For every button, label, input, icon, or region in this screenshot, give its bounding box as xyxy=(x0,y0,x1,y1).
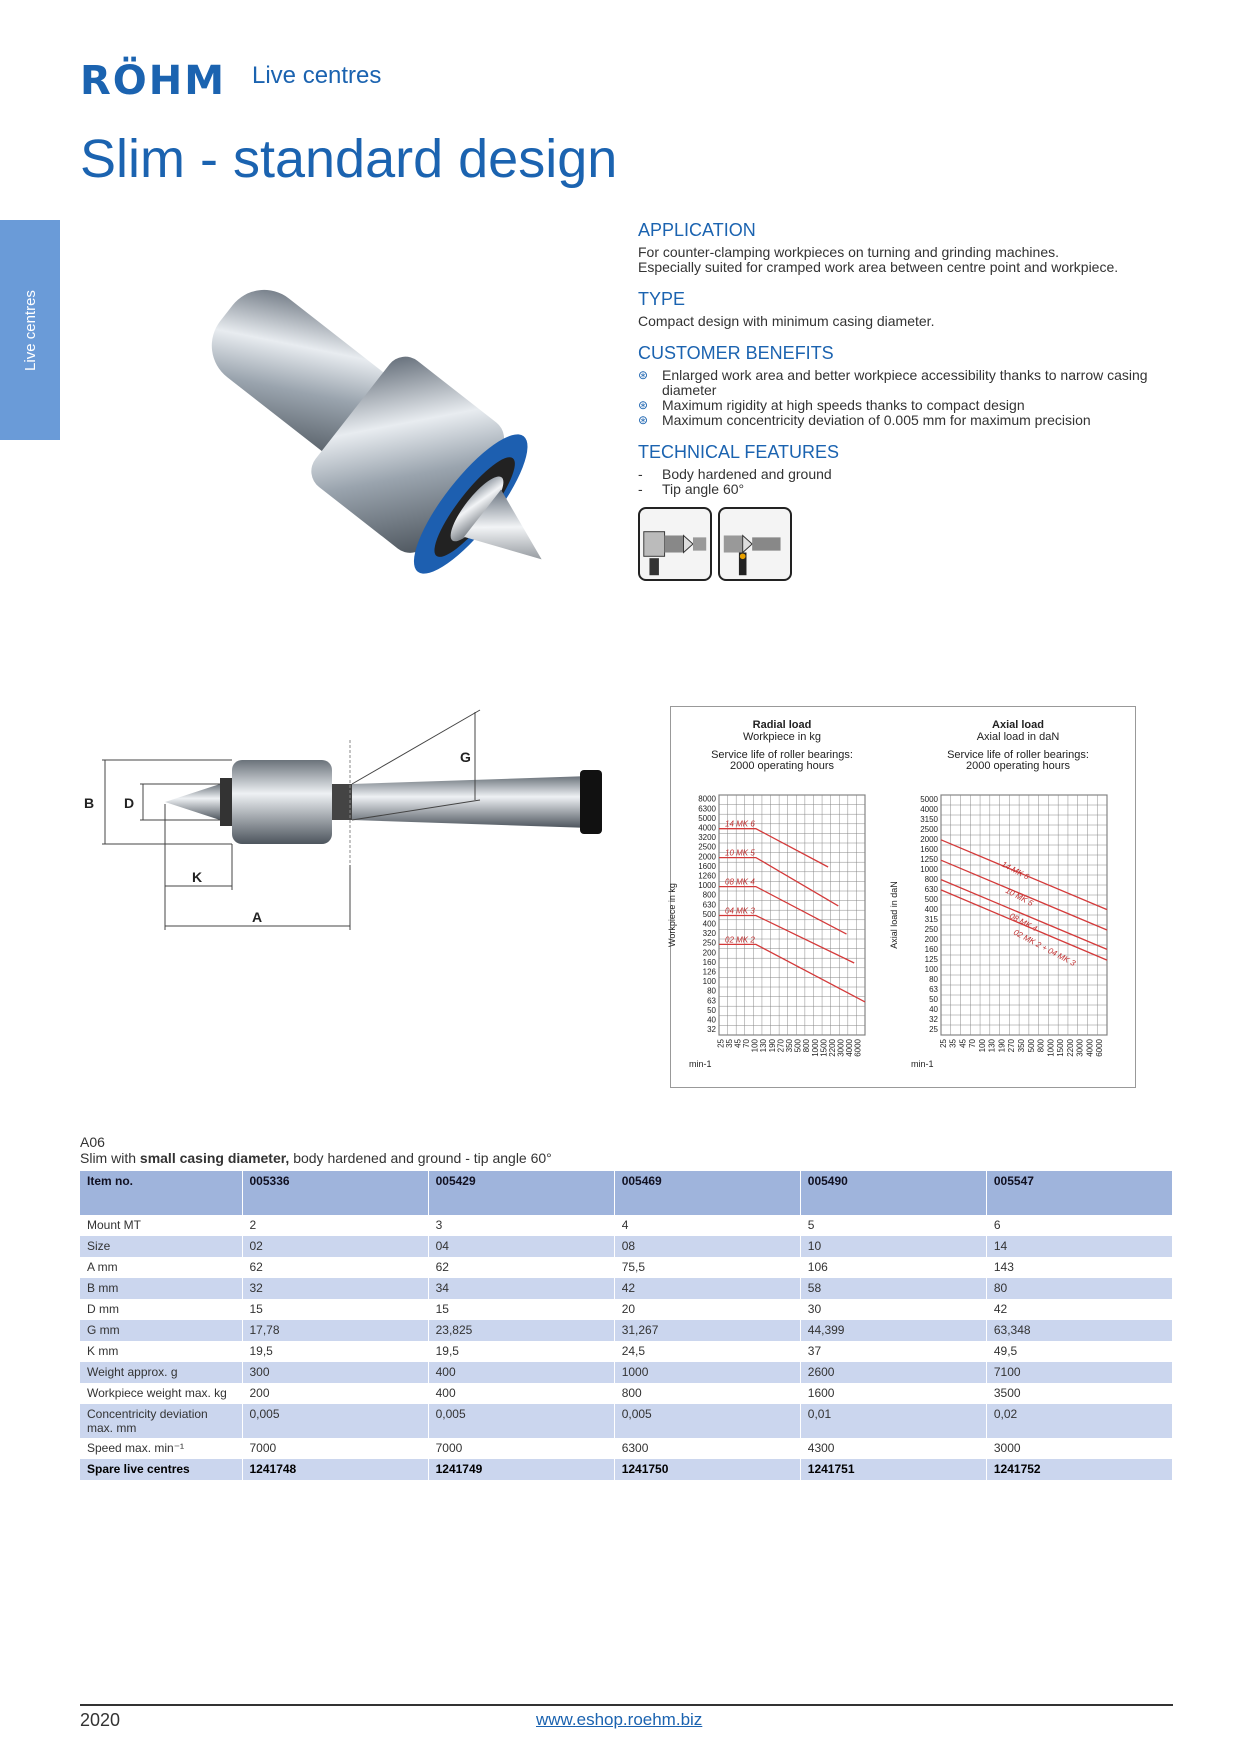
features-list xyxy=(638,467,1158,497)
x-tick-label: 130 xyxy=(987,1039,997,1053)
dimension-label-k: K xyxy=(192,869,203,885)
x-tick-label: 100 xyxy=(977,1039,987,1053)
table-cell: 143 xyxy=(986,1257,1172,1278)
y-tick-label: 32 xyxy=(707,1025,716,1035)
chart-subtitle: Axial load in daN xyxy=(976,731,1060,743)
table-cell: 1241750 xyxy=(614,1459,800,1480)
arrow-circle-icon: ⊛ xyxy=(638,398,649,412)
series-line xyxy=(719,944,865,1002)
x-tick-label: 350 xyxy=(785,1039,794,1053)
table-row xyxy=(80,1404,1173,1438)
table-cell: 0,01 xyxy=(800,1404,986,1438)
table-header-cell: 005429 xyxy=(428,1171,614,1215)
y-tick-label: 32 xyxy=(929,1015,938,1024)
x-axis-label: min-1 xyxy=(689,1059,712,1069)
x-tick-label: 800 xyxy=(1036,1039,1046,1053)
y-tick-label: 50 xyxy=(929,995,938,1004)
table-cell: 1000 xyxy=(614,1362,800,1383)
type-heading: TYPE xyxy=(638,289,686,309)
x-tick-label: 2200 xyxy=(1065,1039,1075,1057)
arrow-circle-icon: ⊛ xyxy=(638,368,649,382)
table-row xyxy=(80,1383,1173,1404)
spec-table xyxy=(80,1171,1173,1480)
table-cell: 7100 xyxy=(986,1362,1172,1383)
series-label: 14 MK 6 xyxy=(725,819,755,829)
x-tick-label: 25 xyxy=(938,1039,948,1048)
table-cell: 1241751 xyxy=(800,1459,986,1480)
table-cell: 1241752 xyxy=(986,1459,1172,1480)
table-cell: 15 xyxy=(242,1299,428,1320)
y-tick-label: 160 xyxy=(702,957,716,967)
table-cell: 62 xyxy=(428,1257,614,1278)
turning-application-icon xyxy=(638,507,712,581)
y-tick-label: 80 xyxy=(929,975,938,984)
section-name: Live centres xyxy=(252,62,382,89)
y-tick-label: 800 xyxy=(702,890,716,900)
x-tick-label: 3000 xyxy=(836,1039,846,1057)
x-tick-label: 4000 xyxy=(845,1039,855,1057)
table-caption: Slim with small casing diameter, body hardened and ground - tip angle 60° xyxy=(80,1150,552,1166)
row-label: D mm xyxy=(80,1299,242,1320)
table-cell: 10 xyxy=(800,1236,986,1257)
y-tick-label: 63 xyxy=(707,996,716,1006)
row-label: Speed max. min⁻¹ xyxy=(80,1438,242,1459)
table-cell: 6300 xyxy=(614,1438,800,1459)
dimension-label-d: D xyxy=(124,795,135,811)
table-code: A06 xyxy=(80,1134,105,1150)
x-tick-label: 25 xyxy=(716,1039,726,1048)
y-tick-label: 1260 xyxy=(698,871,716,881)
y-tick-label: 500 xyxy=(924,895,938,904)
y-tick-label: 3200 xyxy=(698,833,716,843)
table-row xyxy=(80,1236,1173,1257)
y-tick-label: 2500 xyxy=(920,825,938,834)
eshop-link[interactable]: www.eshop.roehm.biz xyxy=(536,1710,703,1729)
y-tick-label: 2500 xyxy=(698,842,716,852)
list-item: - Body hardened and ground xyxy=(638,466,832,482)
brand-logo: RÖHM xyxy=(80,58,227,104)
table-cell: 300 xyxy=(242,1362,428,1383)
y-tick-label: 200 xyxy=(702,948,716,958)
list-item: ⊛ Enlarged work area and better workpiece accessibility thanks to narrow casing diameter xyxy=(638,367,1148,398)
chart-title: Axial load xyxy=(992,719,1044,731)
footer-divider xyxy=(80,1704,1173,1706)
table-cell: 0,005 xyxy=(242,1404,428,1438)
x-tick-label: 100 xyxy=(750,1039,760,1053)
x-tick-label: 500 xyxy=(793,1039,803,1053)
x-tick-label: 190 xyxy=(997,1039,1007,1053)
y-tick-label: 500 xyxy=(702,909,716,919)
table-cell: 106 xyxy=(800,1257,986,1278)
y-tick-label: 8000 xyxy=(698,794,716,804)
table-cell: 23,825 xyxy=(428,1320,614,1341)
series-label: 02 MK 2 + 04 MK 3 xyxy=(1012,927,1077,968)
table-cell: 80 xyxy=(986,1278,1172,1299)
table-row xyxy=(80,1299,1173,1320)
dimension-label-a: A xyxy=(252,909,263,925)
table-cell: 04 xyxy=(428,1236,614,1257)
x-tick-label: 1000 xyxy=(1046,1039,1056,1057)
load-charts xyxy=(667,706,1136,1088)
table-header-cell: 005547 xyxy=(986,1171,1172,1215)
y-tick-label: 2000 xyxy=(698,852,716,862)
chart-note: 2000 operating hours xyxy=(966,760,1070,772)
dimension-label-b: B xyxy=(84,795,95,811)
table-cell: 400 xyxy=(428,1383,614,1404)
application-icons xyxy=(638,507,1158,581)
y-tick-label: 2000 xyxy=(920,835,938,844)
table-cell: 15 xyxy=(428,1299,614,1320)
side-tab[interactable] xyxy=(0,220,60,440)
table-cell: 400 xyxy=(428,1362,614,1383)
row-label: K mm xyxy=(80,1341,242,1362)
row-label: Mount MT xyxy=(80,1215,242,1236)
y-tick-label: 50 xyxy=(707,1005,716,1015)
table-cell: 75,5 xyxy=(614,1257,800,1278)
y-axis-label: Workpiece in kg xyxy=(667,883,677,947)
table-cell: 14 xyxy=(986,1236,1172,1257)
table-cell: 24,5 xyxy=(614,1341,800,1362)
x-tick-label: 6000 xyxy=(853,1039,863,1057)
table-cell: 1241749 xyxy=(428,1459,614,1480)
row-label: Concentricity deviation max. mm xyxy=(80,1404,242,1438)
table-cell: 200 xyxy=(242,1383,428,1404)
row-label: B mm xyxy=(80,1278,242,1299)
table-cell: 3000 xyxy=(986,1438,1172,1459)
table-cell: 7000 xyxy=(428,1438,614,1459)
table-row xyxy=(80,1438,1173,1459)
y-tick-label: 800 xyxy=(924,875,938,884)
table-cell: 44,399 xyxy=(800,1320,986,1341)
table-cell: 42 xyxy=(986,1299,1172,1320)
y-tick-label: 320 xyxy=(702,929,716,939)
x-tick-label: 800 xyxy=(802,1039,812,1053)
y-tick-label: 1600 xyxy=(920,845,938,854)
page-title: Slim - standard design xyxy=(80,129,618,189)
table-cell: 6 xyxy=(986,1215,1172,1236)
series-label: 04 MK 3 xyxy=(725,906,755,916)
application-line-1: For counter-clamping workpieces on turning and grinding machines. xyxy=(638,244,1059,260)
chart-subtitle: Workpiece in kg xyxy=(742,731,822,743)
series-label: 08 MK 4 xyxy=(725,877,755,887)
product-photo xyxy=(110,228,630,648)
table-cell: 30 xyxy=(800,1299,986,1320)
x-tick-label: 3000 xyxy=(1075,1039,1085,1057)
type-text: Compact design with minimum casing diameter. xyxy=(638,313,935,329)
table-cell: 32 xyxy=(242,1278,428,1299)
x-tick-label: 1500 xyxy=(1056,1039,1066,1057)
table-cell: 31,267 xyxy=(614,1320,800,1341)
y-tick-label: 5000 xyxy=(920,795,938,804)
table-cell: 1241748 xyxy=(242,1459,428,1480)
y-tick-label: 250 xyxy=(924,925,938,934)
table-cell: 800 xyxy=(614,1383,800,1404)
y-tick-label: 126 xyxy=(702,967,716,977)
table-cell: 1600 xyxy=(800,1383,986,1404)
table-cell: 3 xyxy=(428,1215,614,1236)
table-cell: 63,348 xyxy=(986,1320,1172,1341)
x-tick-label: 1000 xyxy=(810,1039,820,1057)
x-tick-label: 70 xyxy=(742,1039,752,1048)
x-axis-label: min-1 xyxy=(911,1059,934,1069)
x-tick-label: 4000 xyxy=(1085,1039,1095,1057)
table-row xyxy=(80,1278,1173,1299)
x-tick-label: 2200 xyxy=(827,1039,837,1057)
chart-note: Service life of roller bearings: xyxy=(947,749,1089,761)
y-tick-label: 1000 xyxy=(698,881,716,891)
table-cell: 02 xyxy=(242,1236,428,1257)
x-tick-label: 1500 xyxy=(819,1039,829,1057)
x-tick-label: 190 xyxy=(767,1039,777,1053)
y-tick-label: 1600 xyxy=(698,861,716,871)
table-cell: 37 xyxy=(800,1341,986,1362)
x-tick-label: 45 xyxy=(958,1039,968,1048)
table-cell: 3500 xyxy=(986,1383,1172,1404)
row-label: Size xyxy=(80,1236,242,1257)
y-tick-label: 315 xyxy=(924,915,938,924)
table-header-cell: 005469 xyxy=(614,1171,800,1215)
y-tick-label: 63 xyxy=(929,985,938,994)
dimension-label-g: G xyxy=(460,749,471,765)
table-cell: 49,5 xyxy=(986,1341,1172,1362)
table-cell: 4300 xyxy=(800,1438,986,1459)
table-cell: 42 xyxy=(614,1278,800,1299)
x-tick-label: 70 xyxy=(968,1039,978,1048)
y-tick-label: 1000 xyxy=(920,865,938,874)
benefits-heading: CUSTOMER BENEFITS xyxy=(638,343,834,363)
arrow-circle-icon: ⊛ xyxy=(638,413,649,427)
table-cell: 19,5 xyxy=(242,1341,428,1362)
x-tick-label: 270 xyxy=(1007,1039,1017,1053)
x-tick-label: 130 xyxy=(759,1039,769,1053)
table-row-spare xyxy=(80,1459,1173,1480)
y-tick-label: 100 xyxy=(702,977,716,987)
grinding-application-icon xyxy=(718,507,792,581)
table-cell: 17,78 xyxy=(242,1320,428,1341)
table-row xyxy=(80,1215,1173,1236)
y-tick-label: 630 xyxy=(702,900,716,910)
x-tick-label: 270 xyxy=(776,1039,786,1053)
chart-note: Service life of roller bearings: xyxy=(711,749,853,761)
y-tick-label: 40 xyxy=(929,1005,938,1014)
y-tick-label: 200 xyxy=(924,935,938,944)
y-tick-label: 100 xyxy=(924,965,938,974)
row-label: Workpiece weight max. kg xyxy=(80,1383,242,1404)
chart-note: 2000 operating hours xyxy=(730,760,834,772)
y-tick-label: 3150 xyxy=(920,815,938,824)
table-cell: 08 xyxy=(614,1236,800,1257)
y-tick-label: 4000 xyxy=(920,805,938,814)
table-cell: 62 xyxy=(242,1257,428,1278)
x-tick-label: 350 xyxy=(1017,1039,1026,1053)
x-tick-label: 45 xyxy=(733,1039,743,1048)
side-tab-label: Live centres xyxy=(21,289,39,371)
y-tick-label: 630 xyxy=(924,885,938,894)
row-label: Weight approx. g xyxy=(80,1362,242,1383)
list-item: - Tip angle 60° xyxy=(638,481,745,497)
row-label: G mm xyxy=(80,1320,242,1341)
series-label: 10 MK 5 xyxy=(1004,885,1035,908)
y-tick-label: 1250 xyxy=(920,855,938,864)
y-tick-label: 40 xyxy=(707,1015,716,1025)
features-heading: TECHNICAL FEATURES xyxy=(638,442,840,462)
x-tick-label: 35 xyxy=(948,1039,958,1048)
table-cell: 0,005 xyxy=(428,1404,614,1438)
table-row xyxy=(80,1257,1173,1278)
dimension-drawing xyxy=(80,700,620,950)
table-cell: 0,02 xyxy=(986,1404,1172,1438)
y-tick-label: 400 xyxy=(702,919,716,929)
y-tick-label: 400 xyxy=(924,905,938,914)
table-header-cell: 005336 xyxy=(242,1171,428,1215)
table-header-cell: 005490 xyxy=(800,1171,986,1215)
list-item: ⊛ Maximum rigidity at high speeds thanks to compact design xyxy=(638,397,1025,413)
table-cell: 0,005 xyxy=(614,1404,800,1438)
y-tick-label: 25 xyxy=(929,1025,938,1034)
x-tick-label: 6000 xyxy=(1095,1039,1105,1057)
table-cell: 58 xyxy=(800,1278,986,1299)
y-tick-label: 125 xyxy=(924,955,938,964)
series-label: 14 MK 6 xyxy=(1000,859,1031,882)
load-charts-svg xyxy=(667,707,1137,1089)
application-heading: APPLICATION xyxy=(638,220,756,240)
table-cell: 5 xyxy=(800,1215,986,1236)
y-axis-label: Axial load in daN xyxy=(889,881,899,949)
table-cell: 19,5 xyxy=(428,1341,614,1362)
y-tick-label: 250 xyxy=(702,938,716,948)
table-cell: 34 xyxy=(428,1278,614,1299)
table-header-cell: Item no. xyxy=(80,1171,242,1215)
table-cell: 4 xyxy=(614,1215,800,1236)
table-cell: 20 xyxy=(614,1299,800,1320)
table-cell: 7000 xyxy=(242,1438,428,1459)
x-tick-label: 35 xyxy=(724,1039,734,1048)
table-row xyxy=(80,1341,1173,1362)
page-number: 2020 xyxy=(80,1710,121,1730)
series-label: 02 MK 2 xyxy=(725,935,755,945)
table-cell: 2 xyxy=(242,1215,428,1236)
y-tick-label: 6300 xyxy=(698,804,716,814)
y-tick-label: 4000 xyxy=(698,823,716,833)
x-tick-label: 500 xyxy=(1026,1039,1036,1053)
product-info xyxy=(638,212,1158,581)
benefits-list xyxy=(638,368,1158,428)
chart-title: Radial load xyxy=(752,719,812,731)
application-line-2: Especially suited for cramped work area between centre point and workpiece. xyxy=(638,259,1119,275)
y-tick-label: 5000 xyxy=(698,813,716,823)
y-tick-label: 80 xyxy=(707,986,716,996)
row-label: A mm xyxy=(80,1257,242,1278)
series-label: 08 MK 4 xyxy=(1008,911,1039,934)
list-item: ⊛ Maximum concentricity deviation of 0.005 mm for maximum precision xyxy=(638,412,1091,428)
series-label: 10 MK 5 xyxy=(725,848,755,858)
table-row xyxy=(80,1362,1173,1383)
table-cell: Spare live centres xyxy=(80,1459,242,1480)
table-cell: 2600 xyxy=(800,1362,986,1383)
table-row xyxy=(80,1320,1173,1341)
y-tick-label: 160 xyxy=(924,945,938,954)
